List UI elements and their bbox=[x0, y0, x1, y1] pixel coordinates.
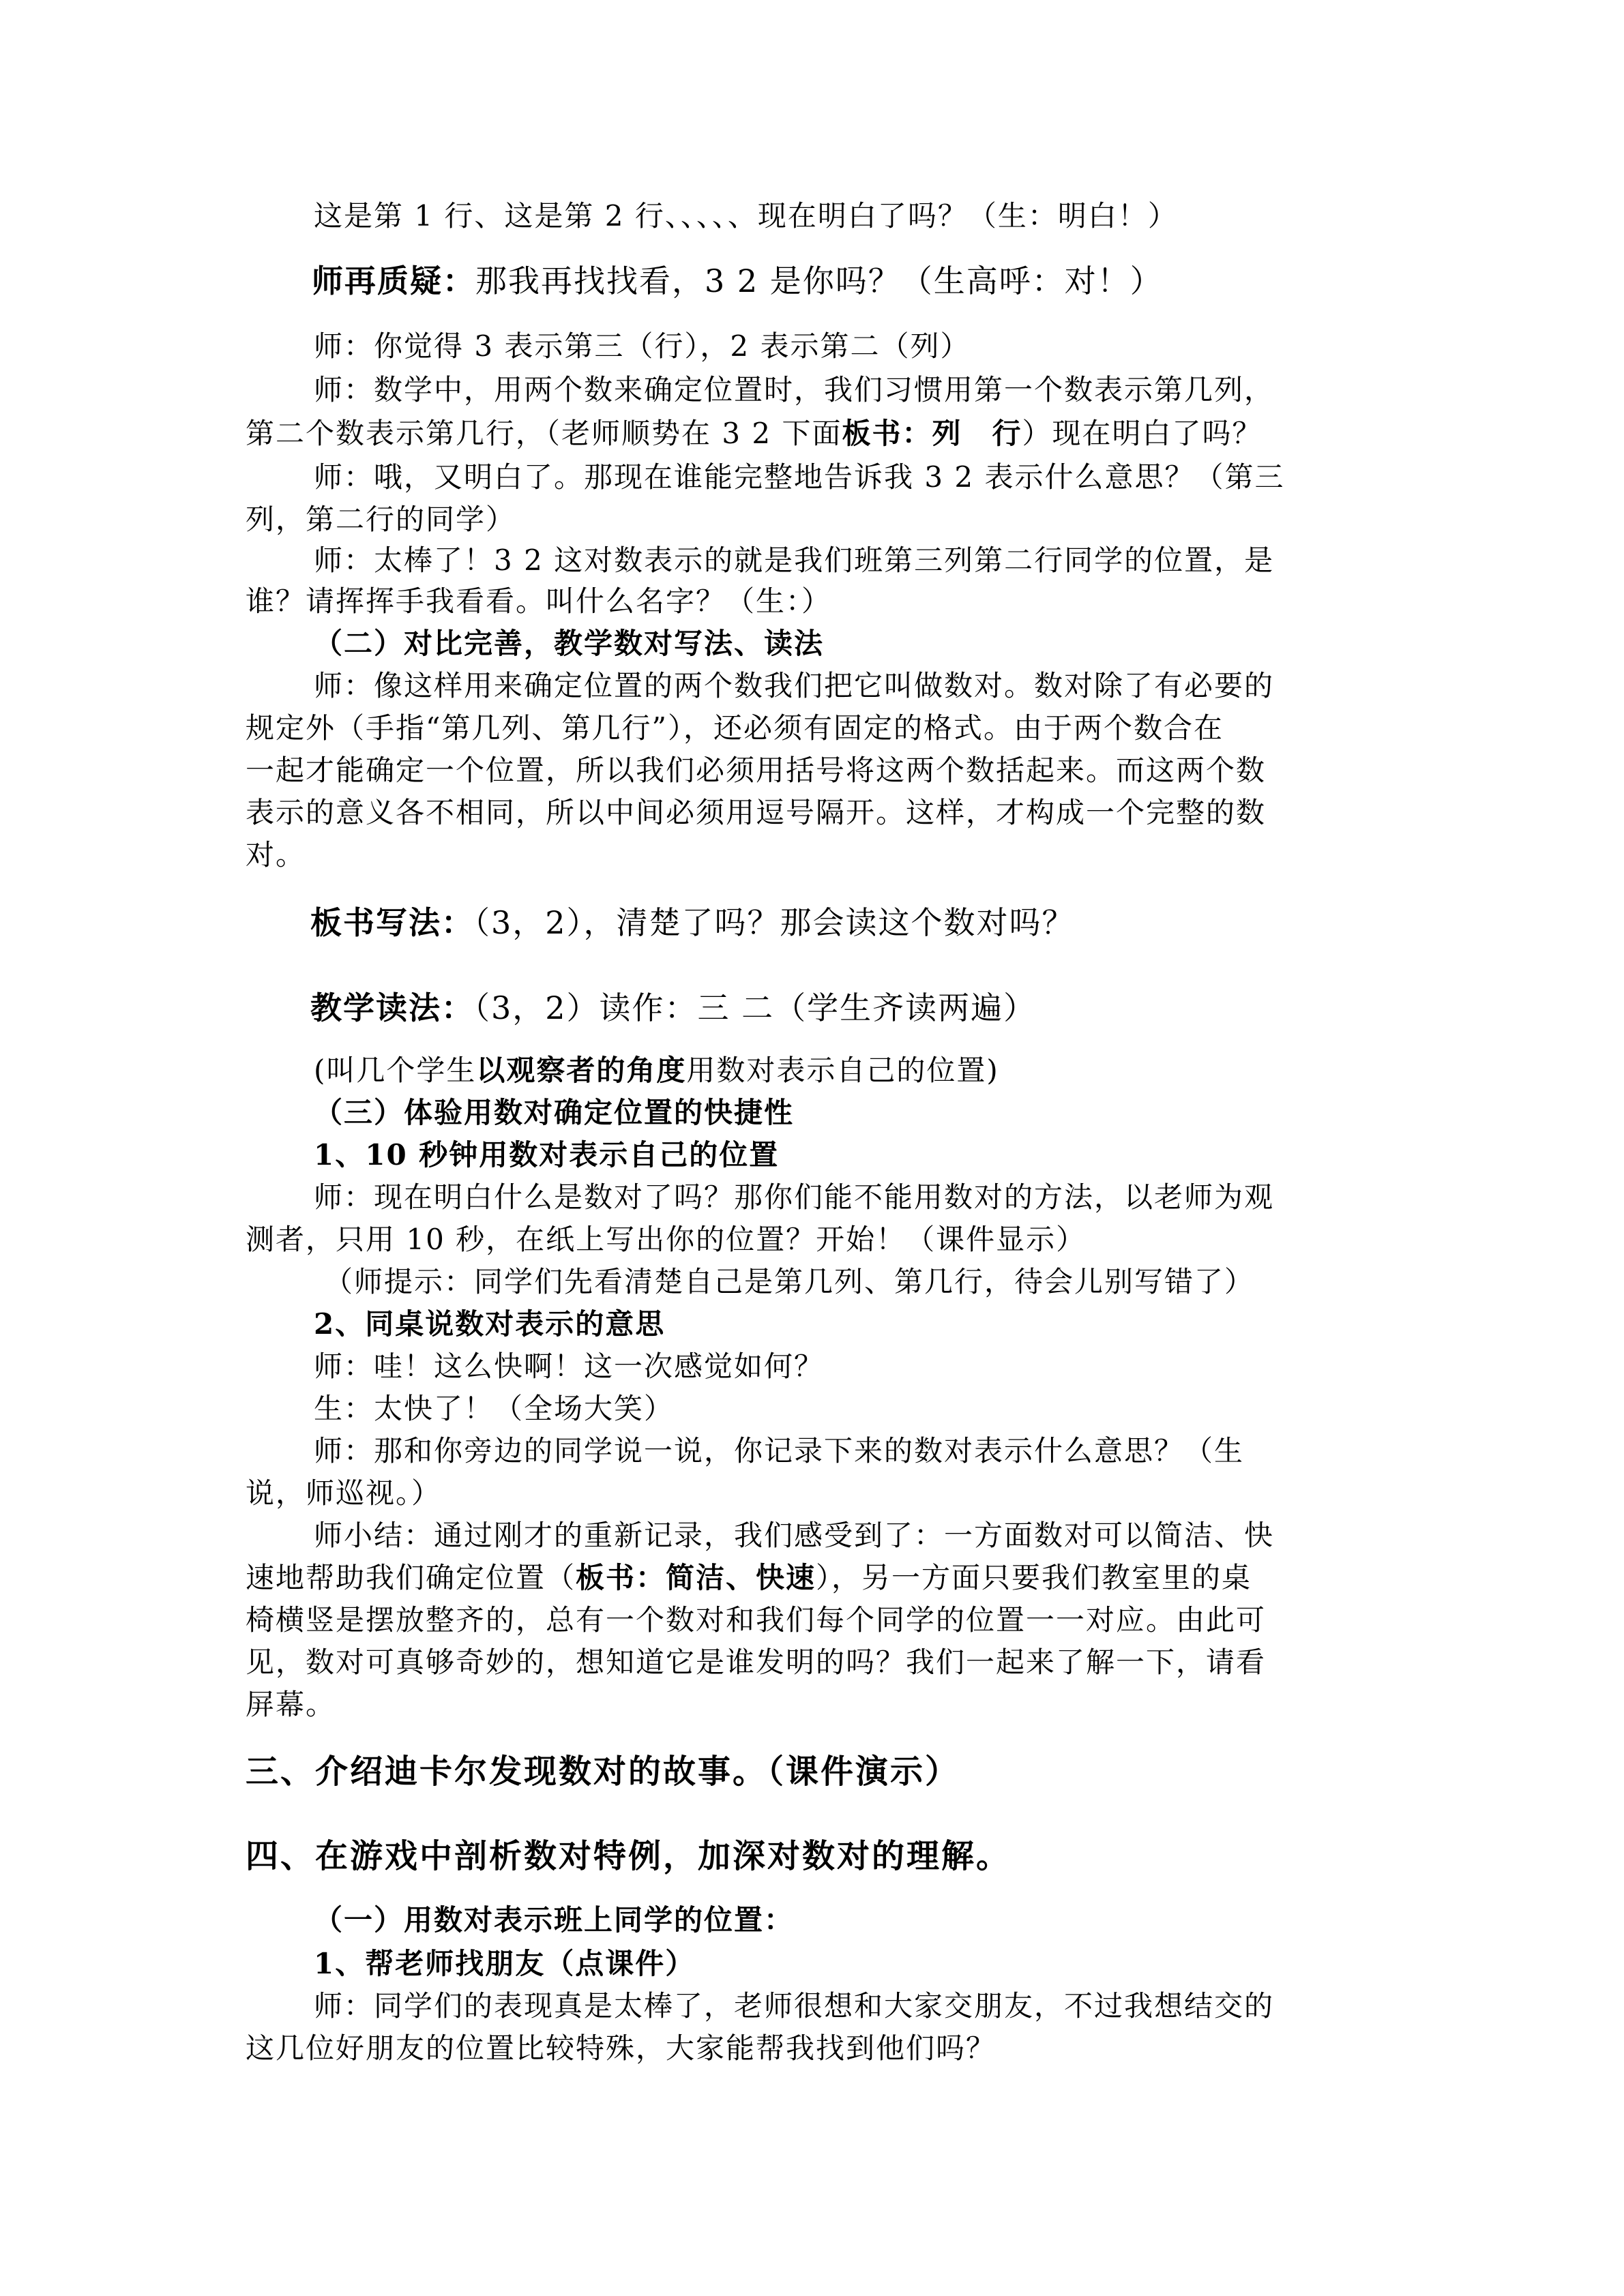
chapter-heading: 三、介绍迪卡尔发现数对的故事。（课件演示） bbox=[246, 1753, 960, 1791]
text-line: 说，师巡视。） bbox=[246, 1476, 442, 1510]
section-heading: （一）用数对表示班上同学的位置： bbox=[314, 1903, 795, 1937]
section-heading: 1、10 秒钟用数对表示自己的位置 bbox=[314, 1138, 780, 1172]
text-line: 师：同学们的表现真是太棒了，老师很想和大家交朋友，不过我想结交的 bbox=[314, 1989, 1275, 2023]
text-line: 椅横竖是摆放整齐的，总有一个数对和我们每个同学的位置一一对应。由此可 bbox=[246, 1603, 1267, 1637]
text-line: 规定外（手指“第几列、第几行”），还必须有固定的格式。由于两个数合在 bbox=[246, 711, 1224, 745]
bold-inline: 以观察者的角度 bbox=[476, 1054, 687, 1087]
text-line: 师：哦，又明白了。那现在谁能完整地告诉我 3 2 表示什么意思？（第三 bbox=[314, 460, 1285, 494]
text-line: 师：哇！这么快啊！这一次感觉如何？ bbox=[314, 1350, 825, 1383]
text-line: (叫几个学生以观察者的角度用数对表示自己的位置) bbox=[314, 1054, 999, 1087]
text-line: 板书写法：（3，2），清楚了吗？那会读这个数对吗？ bbox=[310, 904, 1075, 941]
text-line: 见，数对可真够奇妙的，想知道它是谁发明的吗？我们一起来了解一下，请看 bbox=[246, 1645, 1267, 1679]
text-line: 谁？请挥挥手我看看。叫什么名字？（生：） bbox=[246, 584, 832, 618]
text-line: 师再质疑：那我再找找看，3 2 是你吗？（生高呼：对！） bbox=[312, 263, 1163, 299]
bold-inline: 板书：简洁、快速 bbox=[576, 1561, 816, 1594]
chapter-heading: 四、在游戏中剖析数对特例，加深对数对的理解。 bbox=[246, 1837, 1012, 1875]
section-heading: 2、同桌说数对表示的意思 bbox=[314, 1307, 666, 1341]
text-line: （师提示：同学们先看清楚自己是第几列、第几行，待会儿别写错了） bbox=[324, 1265, 1255, 1298]
text-line: 师小结：通过刚才的重新记录，我们感受到了：一方面数对可以简洁、快 bbox=[314, 1519, 1275, 1552]
text-line: 师：现在明白什么是数对了吗？那你们能不能用数对的方法，以老师为观 bbox=[314, 1180, 1275, 1214]
text-line: 这几位好朋友的位置比较特殊，大家能帮我找到他们吗？ bbox=[246, 2031, 996, 2065]
text-line: 教学读法：（3，2）读作：三 二（学生齐读两遍） bbox=[310, 989, 1037, 1026]
text-line: 第二个数表示第几行，（老师顺势在 3 2 下面板书：列 行）现在明白了吗？ bbox=[246, 417, 1263, 450]
text-line: 表示的意义各不相同，所以中间必须用逗号隔开。这样，才构成一个完整的数 bbox=[246, 796, 1267, 829]
text-line: 生：太快了！（全场大笑） bbox=[314, 1392, 675, 1425]
text-line: 师：你觉得 3 表示第三（行），2 表示第二（列） bbox=[314, 329, 971, 363]
text-line: 速地帮助我们确定位置（板书：简洁、快速），另一方面只要我们教室里的桌 bbox=[246, 1561, 1252, 1594]
bold-lead: 板书写法： bbox=[310, 904, 474, 941]
bold-lead: 师再质疑： bbox=[312, 263, 475, 299]
section-heading: 1、帮老师找朋友（点课件） bbox=[314, 1947, 696, 1980]
text-line: 这是第 1 行、这是第 2 行、、、、、现在明白了吗？（生：明白！） bbox=[314, 199, 1178, 233]
section-heading: （二）对比完善，教学数对写法、读法 bbox=[314, 627, 825, 660]
text-line: 师：那和你旁边的同学说一说，你记录下来的数对表示什么意思？（生 bbox=[314, 1434, 1245, 1467]
text-line: 师：像这样用来确定位置的两个数我们把它叫做数对。数对除了有必要的 bbox=[314, 669, 1275, 702]
section-heading: （三）体验用数对确定位置的快捷性 bbox=[314, 1096, 795, 1129]
text-line: 一起才能确定一个位置，所以我们必须用括号将这两个数括起来。而这两个数 bbox=[246, 754, 1267, 787]
text-line: 列，第二行的同学） bbox=[246, 503, 516, 536]
text-line: 屏幕。 bbox=[246, 1688, 336, 1721]
text-line: 对。 bbox=[246, 838, 306, 871]
text-line: 测者，只用 10 秒，在纸上写出你的位置？开始！（课件显示） bbox=[246, 1223, 1087, 1256]
bold-lead: 教学读法： bbox=[310, 989, 474, 1026]
text-line: 师：太棒了！3 2 这对数表示的就是我们班第三列第二行同学的位置，是 bbox=[314, 543, 1275, 577]
text-line: 师：数学中，用两个数来确定位置时，我们习惯用第一个数表示第几列， bbox=[314, 373, 1275, 406]
bold-inline: 板书：列 行 bbox=[842, 417, 1022, 450]
